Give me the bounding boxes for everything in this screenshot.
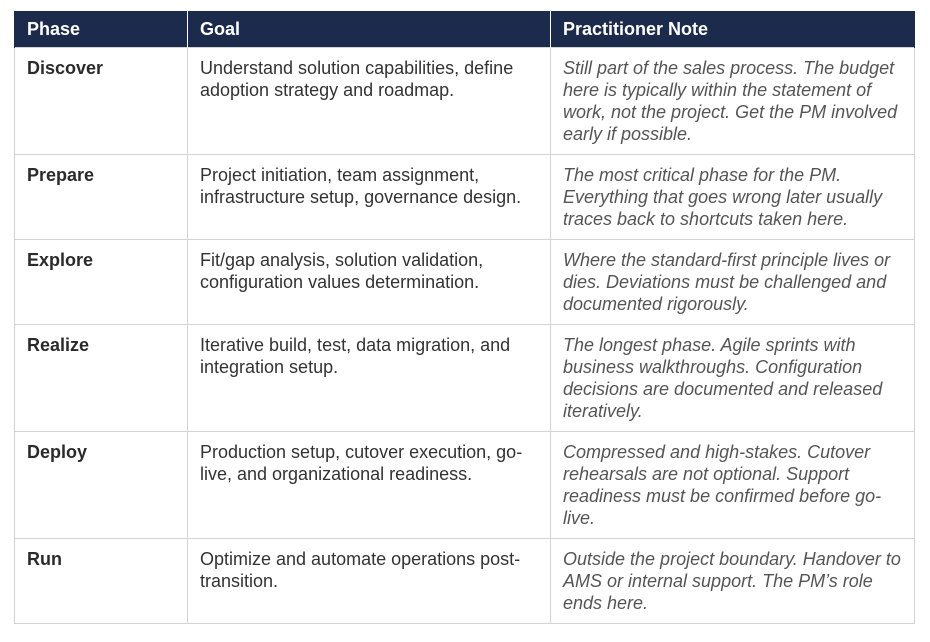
header-practitioner-note: Practitioner Note <box>551 11 915 48</box>
phase-cell: Deploy <box>15 432 188 539</box>
note-cell: Outside the project boundary. Handover to AMS or internal support. The PM’s role ends here. <box>551 539 915 624</box>
header-phase: Phase <box>15 11 188 48</box>
phase-cell: Run <box>15 539 188 624</box>
phase-cell: Explore <box>15 240 188 325</box>
goal-cell: Fit/gap analysis, solution validation, configuration values determination. <box>188 240 551 325</box>
goal-cell: Production setup, cutover execution, go-live, and organizational readiness. <box>188 432 551 539</box>
table-row <box>15 432 915 539</box>
table-row <box>15 325 915 432</box>
goal-cell: Understand solution capabilities, define adoption strategy and roadmap. <box>188 48 551 155</box>
note-cell: Where the standard-first principle lives or dies. Deviations must be challenged and documented rigorously. <box>551 240 915 325</box>
phase-cell: Prepare <box>15 155 188 240</box>
note-cell: The longest phase. Agile sprints with business walkthroughs. Configuration decisions are documented and released iteratively. <box>551 325 915 432</box>
phase-cell: Realize <box>15 325 188 432</box>
goal-cell: Optimize and automate operations post-transition. <box>188 539 551 624</box>
table-row <box>15 240 915 325</box>
note-cell: Compressed and high-stakes. Cutover rehearsals are not optional. Support readiness must be confirmed before go-live. <box>551 432 915 539</box>
table-row <box>15 155 915 240</box>
goal-cell: Iterative build, test, data migration, and integration setup. <box>188 325 551 432</box>
phase-cell: Discover <box>15 48 188 155</box>
phase-table-container <box>14 11 914 624</box>
phase-table <box>14 11 915 624</box>
table-row <box>15 48 915 155</box>
table-header-row <box>15 11 915 48</box>
header-goal: Goal <box>188 11 551 48</box>
note-cell: Still part of the sales process. The budget here is typically within the statement of work, not the project. Get the PM involved early if possible. <box>551 48 915 155</box>
table-row <box>15 539 915 624</box>
note-cell: The most critical phase for the PM. Everything that goes wrong later usually traces back to shortcuts taken here. <box>551 155 915 240</box>
goal-cell: Project initiation, team assignment, infrastructure setup, governance design. <box>188 155 551 240</box>
